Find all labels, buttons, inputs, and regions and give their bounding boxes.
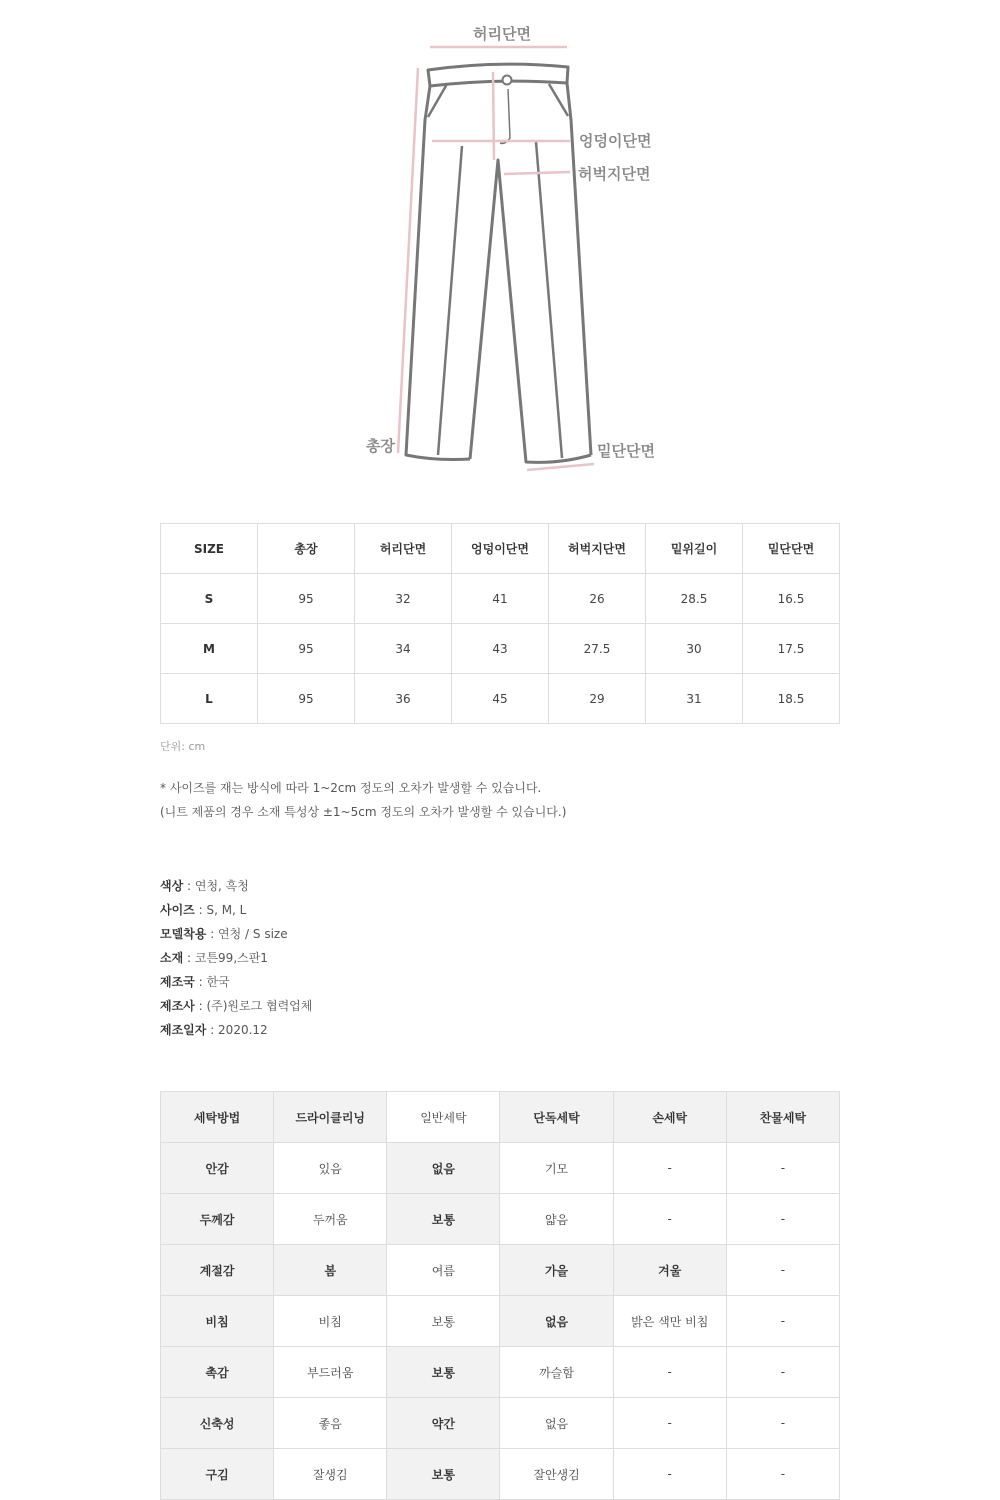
- knit-note: (니트 제품의 경우 소재 특성상 ±1~5cm 정도의 오차가 발생할 수 있습니다.): [160, 805, 567, 819]
- care-option: -: [613, 1143, 726, 1194]
- spec-row: [160, 1021, 268, 1038]
- size-table-row: [161, 624, 840, 674]
- pants-measurement-diagram: [0, 0, 1000, 490]
- care-table-row: [161, 1143, 840, 1194]
- size-value-cell: 95: [258, 674, 355, 724]
- size-value-cell: 27.5: [549, 624, 646, 674]
- size-value-cell: 16.5: [743, 574, 840, 624]
- spec-row: [160, 925, 288, 942]
- spec-row: [160, 997, 312, 1014]
- care-option: 비침: [274, 1296, 387, 1347]
- care-row-label: 구김: [161, 1449, 274, 1500]
- size-table-header-cell: 엉덩이단면: [452, 524, 549, 574]
- care-option: -: [726, 1194, 839, 1245]
- length-label: 총장: [366, 437, 395, 455]
- hip-label: 엉덩이단면: [579, 132, 652, 150]
- unit-note: 단위: cm: [160, 740, 206, 753]
- care-option: 잘생김: [274, 1449, 387, 1500]
- spec-value: : 한국: [194, 975, 230, 989]
- size-table-row: [161, 574, 840, 624]
- care-option: 있음: [274, 1143, 387, 1194]
- spec-value: : 2020.12: [206, 1023, 268, 1037]
- spec-value: : 연청, 흑청: [183, 879, 249, 893]
- pants-outline: [406, 64, 591, 462]
- size-value-cell: 28.5: [646, 574, 743, 624]
- spec-value: : 연청 / S size: [206, 927, 288, 941]
- care-row-label: 촉감: [161, 1347, 274, 1398]
- size-table-header-row: [161, 524, 840, 574]
- care-option: -: [726, 1347, 839, 1398]
- size-table-header-cell: 밑위길이: [646, 524, 743, 574]
- care-option: 잘안생김: [500, 1449, 613, 1500]
- care-option: 일반세탁: [387, 1092, 500, 1143]
- waist-label: 허리단면: [473, 25, 531, 43]
- size-value-cell: 43: [452, 624, 549, 674]
- care-row-label: 신축성: [161, 1398, 274, 1449]
- care-table-row: [161, 1398, 840, 1449]
- spec-row: [160, 973, 230, 990]
- size-value-cell: 31: [646, 674, 743, 724]
- spec-label: 제조사: [160, 999, 195, 1013]
- care-option: 기모: [500, 1143, 613, 1194]
- care-table-row: [161, 1347, 840, 1398]
- care-option: 얇음: [500, 1194, 613, 1245]
- care-option-selected: 봄: [274, 1245, 387, 1296]
- care-row-label: 비침: [161, 1296, 274, 1347]
- size-value-cell: 95: [258, 574, 355, 624]
- care-option: 밝은 색만 비침: [613, 1296, 726, 1347]
- size-table-header-cell: SIZE: [161, 524, 258, 574]
- care-option-selected: 없음: [500, 1296, 613, 1347]
- care-option-selected: 없음: [387, 1143, 500, 1194]
- care-option-selected: 가을: [500, 1245, 613, 1296]
- care-option-selected: 보통: [387, 1347, 500, 1398]
- care-table-row: [161, 1449, 840, 1500]
- size-label-cell: L: [161, 674, 258, 724]
- spec-label: 사이즈: [160, 903, 195, 917]
- care-option: 두꺼움: [274, 1194, 387, 1245]
- spec-row: [160, 877, 249, 894]
- size-value-cell: 26: [549, 574, 646, 624]
- size-value-cell: 30: [646, 624, 743, 674]
- care-option: 까슬함: [500, 1347, 613, 1398]
- spec-label: 색상: [160, 879, 184, 893]
- size-table-row: [161, 674, 840, 724]
- hem-label: 밑단단면: [597, 442, 655, 460]
- size-value-cell: 29: [549, 674, 646, 724]
- care-table-row: [161, 1245, 840, 1296]
- size-table: [160, 523, 840, 724]
- spec-value: : (주)원로그 협력업체: [194, 999, 313, 1013]
- care-option-selected: 드라이클리닝: [274, 1092, 387, 1143]
- care-option: -: [613, 1347, 726, 1398]
- care-option-selected: 단독세탁: [500, 1092, 613, 1143]
- care-option: 없음: [500, 1398, 613, 1449]
- care-option-selected: 보통: [387, 1194, 500, 1245]
- care-option-selected: 보통: [387, 1449, 500, 1500]
- care-row-label: 두께감: [161, 1194, 274, 1245]
- spec-label: 제조일자: [160, 1023, 207, 1037]
- size-table-header-cell: 밑단단면: [743, 524, 840, 574]
- size-table-header-cell: 허벅지단면: [549, 524, 646, 574]
- size-value-cell: 34: [355, 624, 452, 674]
- spec-row: [160, 949, 268, 966]
- spec-row: [160, 901, 246, 918]
- spec-label: 제조국: [160, 975, 195, 989]
- care-option-selected: 손세탁: [613, 1092, 726, 1143]
- care-table-row: [161, 1092, 840, 1143]
- size-value-cell: 17.5: [743, 624, 840, 674]
- care-table: [160, 1091, 840, 1500]
- measurement-note: * 사이즈를 재는 방식에 따라 1~2cm 정도의 오차가 발생할 수 있습니다.: [160, 781, 542, 795]
- care-option-selected: 약간: [387, 1398, 500, 1449]
- size-value-cell: 18.5: [743, 674, 840, 724]
- care-option-selected: 겨울: [613, 1245, 726, 1296]
- care-option: -: [726, 1296, 839, 1347]
- care-row-label: 세탁방법: [161, 1092, 274, 1143]
- care-option: -: [726, 1449, 839, 1500]
- size-table-header-cell: 총장: [258, 524, 355, 574]
- thigh-label: 허벅지단면: [578, 165, 651, 183]
- care-option-selected: 찬물세탁: [726, 1092, 839, 1143]
- size-value-cell: 32: [355, 574, 452, 624]
- care-option: -: [726, 1398, 839, 1449]
- size-table-header-cell: 허리단면: [355, 524, 452, 574]
- care-option: 좋음: [274, 1398, 387, 1449]
- button-icon: [503, 76, 512, 85]
- care-option: -: [613, 1449, 726, 1500]
- spec-label: 소재: [160, 951, 184, 965]
- care-option: 보통: [387, 1296, 500, 1347]
- care-option: 부드러움: [274, 1347, 387, 1398]
- spec-label: 모델착용: [160, 927, 207, 941]
- care-option: -: [726, 1143, 839, 1194]
- care-table-row: [161, 1194, 840, 1245]
- care-row-label: 안감: [161, 1143, 274, 1194]
- size-value-cell: 45: [452, 674, 549, 724]
- care-row-label: 계절감: [161, 1245, 274, 1296]
- spec-value: : S, M, L: [194, 903, 247, 917]
- spec-value: : 코튼99,스판1: [183, 951, 268, 965]
- size-value-cell: 95: [258, 624, 355, 674]
- size-value-cell: 36: [355, 674, 452, 724]
- care-option: 여름: [387, 1245, 500, 1296]
- care-table-row: [161, 1296, 840, 1347]
- size-value-cell: 41: [452, 574, 549, 624]
- size-label-cell: M: [161, 624, 258, 674]
- size-label-cell: S: [161, 574, 258, 624]
- care-option: -: [726, 1245, 839, 1296]
- care-option: -: [613, 1194, 726, 1245]
- care-option: -: [613, 1398, 726, 1449]
